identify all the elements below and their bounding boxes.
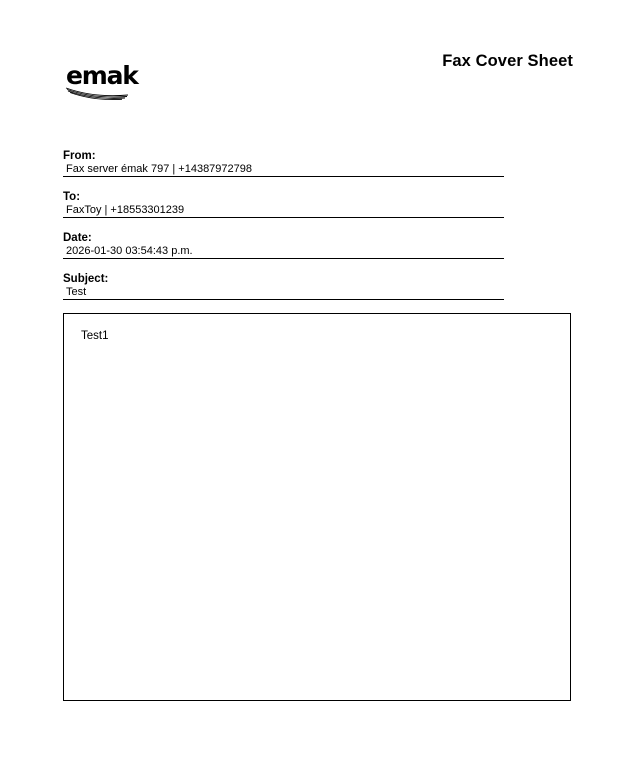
message-body: Test1 [81, 330, 109, 342]
to-field [63, 191, 504, 218]
subject-label: Subject: [63, 273, 109, 285]
to-label: To: [63, 191, 81, 203]
date-field [63, 232, 504, 259]
from-value: Fax server émak 797 | +14387972798 [63, 163, 504, 177]
page-title: Fax Cover Sheet [442, 52, 573, 70]
to-value: FaxToy | +18553301239 [63, 204, 504, 218]
logo-text: emak [66, 61, 138, 90]
message-box [63, 313, 571, 701]
logo-swoosh-icon [64, 68, 136, 102]
from-field [63, 150, 504, 177]
subject-field [63, 273, 504, 300]
date-value: 2026-01-30 03:54:43 p.m. [63, 245, 504, 259]
subject-value: Test [63, 286, 504, 300]
from-label: From: [63, 150, 96, 162]
emak-logo [64, 61, 138, 102]
date-label: Date: [63, 232, 92, 244]
